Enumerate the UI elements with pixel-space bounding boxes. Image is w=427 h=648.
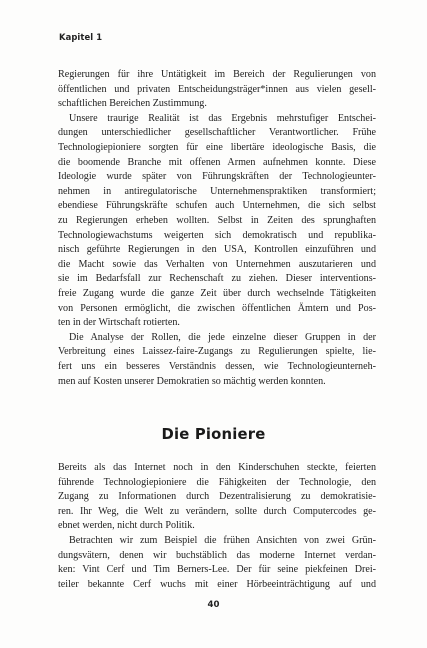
- paragraph-realitaet: [58, 112, 376, 331]
- text-line: ebendiese Führungskräfte schufen auch Unternehmen, die sich selbst: [58, 200, 376, 212]
- text-line: öffentlichen und privaten Entscheidungsträger*innen aus vielen gesell-: [58, 83, 376, 95]
- running-head: Kapitel 1: [59, 32, 103, 42]
- text-line: ebnet werden, nicht durch Politik.: [58, 520, 195, 532]
- section-heading: Die Pioniere: [161, 426, 266, 443]
- paragraph-gruendungsvaeter: [58, 534, 376, 592]
- text-line: Ideologie wurde später von Führungskräften der Technologieunter-: [58, 171, 376, 183]
- text-line: dungsvätern, denen wir buchstäblich das moderne Internet verdan-: [58, 549, 376, 561]
- text-line: ren. Ihr Weg, die Welt zu verändern, sollte durch Computercodes ge-: [58, 505, 376, 517]
- text-line: Betrachten wir zum Beispiel die frühen Ansichten von zwei Grün-: [69, 535, 376, 546]
- text-line: Unsere traurige Realität ist das Ergebnis mehrstufiger Entschei-: [69, 112, 376, 124]
- paragraph-continuation: [58, 68, 376, 112]
- text-line: nehmen in antiregulatorische Unternehmenspraktiken transformiert;: [58, 185, 376, 197]
- page-number: 40: [207, 600, 220, 610]
- text-line: nisch geführte Regierungen in den USA, Kontrollen einzuführen und: [58, 244, 376, 256]
- text-line: teiler bekannte Cerf wuchs mit einer Hörbeeinträchtigung auf und: [58, 578, 376, 590]
- text-line: fert uns ein besseres Verständnis dessen, wie Technologieunterneh-: [58, 360, 376, 372]
- text-line: von Personen ermöglicht, die zwischen öffentlichen Ämtern und Pos-: [58, 302, 376, 314]
- text-line: Technologiepioniere sorgten für eine libertäre ideologische Basis, die: [58, 141, 376, 153]
- text-line: Zugang zu Informationen durch Dezentralisierung zu demokratisie-: [58, 491, 376, 503]
- text-line: ten in der Wirtschaft rotierten.: [58, 317, 180, 329]
- text-line: freie Zugang wurde die ganze Zeit über durch wechselnde Tätigkeiten: [58, 287, 376, 299]
- text-line: Verbreitung eines Laissez-faire-Zugangs zu Regulierungen spielte, lie-: [58, 346, 376, 358]
- text-line: Bereits als das Internet noch in den Kinderschuhen steckte, feierten: [58, 462, 376, 473]
- text-line: Technologiewachstums weigerten sich demokratisch und republika-: [58, 229, 376, 241]
- text-line: sie im Bedarfsfall zur Rechenschaft zu ziehen. Dieser interventions-: [58, 273, 376, 285]
- text-line: Die Analyse der Rollen, die jede einzelne dieser Gruppen in der: [69, 331, 376, 343]
- text-line: die boomende Branche mit offenen Armen aufnehmen konnte. Diese: [58, 156, 376, 168]
- paragraph-pioniere-intro: [58, 461, 376, 534]
- text-line: dungen unterschiedlicher gesellschaftlicher Verantwortlicher. Frühe: [58, 127, 376, 139]
- text-line: zu Regierungen erheben wollten. Selbst in Zeiten des sprunghaften: [58, 214, 376, 226]
- text-line: ken: Vint Cerf und Tim Berners-Lee. Der für seine piekfeinen Drei-: [58, 564, 376, 576]
- text-line: men auf Kosten unserer Demokratien so mächtig werden konnten.: [58, 375, 326, 387]
- paragraph-analyse: [58, 331, 376, 389]
- text-line: Regierungen für ihre Untätigkeit im Bereich der Regulierungen von: [58, 69, 376, 80]
- text-line: die Macht sowie das Verhalten von Unternehmen auszutarieren und: [58, 258, 376, 270]
- text-line: schaftlichen Bereichen Zustimmung.: [58, 98, 207, 110]
- text-line: führende Technologiepioniere die Fähigkeiten der Technologie, den: [58, 476, 376, 488]
